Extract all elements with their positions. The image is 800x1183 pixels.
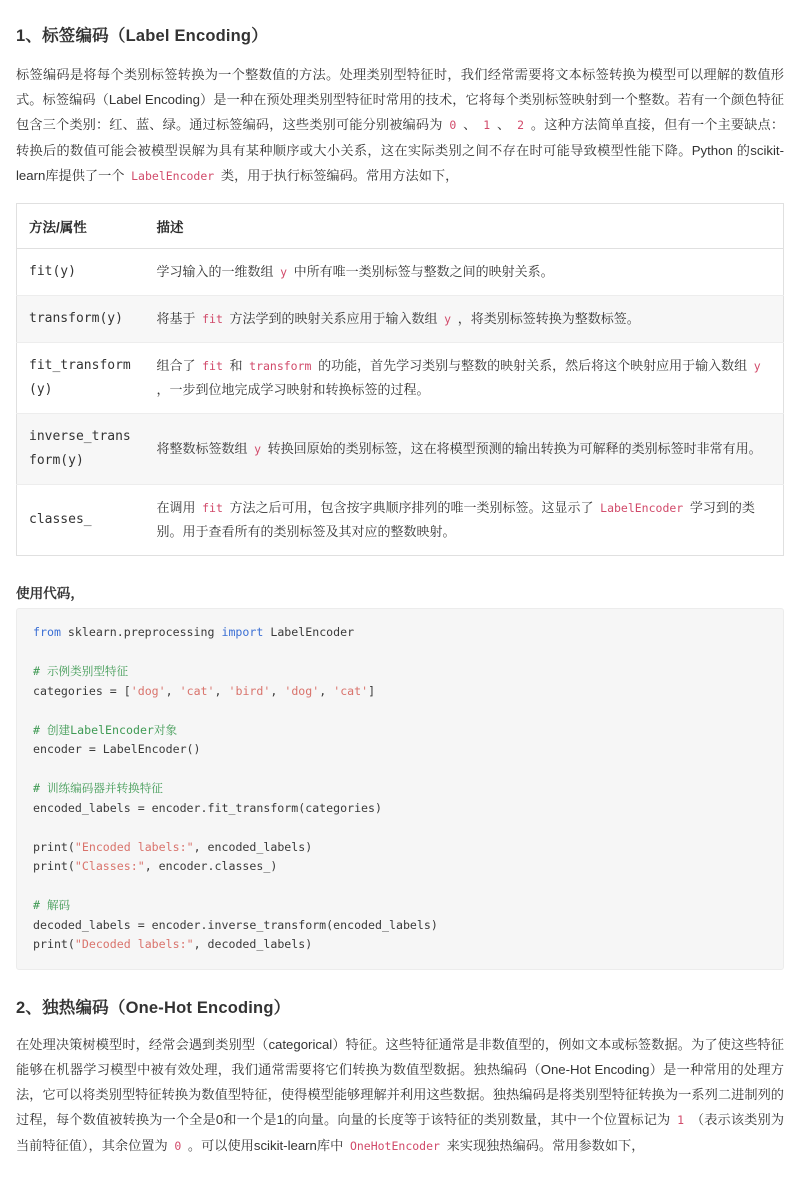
code-token: print( bbox=[33, 859, 75, 873]
inline-code: y bbox=[753, 359, 761, 373]
table-header-row bbox=[17, 204, 784, 249]
table-cell-description: 将整数标签数组 y 转换回原始的类别标签，这在将模型预测的输出转换为可解释的类别标签时非常有用。 bbox=[145, 414, 784, 485]
table-cell-description: 在调用 fit 方法之后可用，包含按字典顺序排列的唯一类别标签。这显示了 LabelEncoder 学习到的类别。用于查看所有的类别标签及其对应的整数映射。 bbox=[145, 485, 784, 556]
page-title-one-hot-encoding: 2、独热编码（One-Hot Encoding） bbox=[16, 998, 291, 1017]
code-token: , bbox=[270, 683, 285, 698]
code-token: 'dog' bbox=[130, 683, 166, 698]
code-token: from bbox=[33, 625, 61, 639]
inline-code: fit bbox=[202, 359, 223, 373]
code-token: 'cat' bbox=[333, 683, 369, 698]
inline-code: y bbox=[280, 265, 288, 279]
code-token: print( bbox=[33, 839, 75, 854]
code-token: encoder = LabelEncoder() bbox=[33, 742, 201, 756]
paragraph-one-hot-encoding: 在处理决策树模型时，经常会遇到类别型（categorical）特征。这些特征通常是非数值型的，例如文本或标签数据。为了使这些特征能够在机器学习模型中被有效处理，我们通常需要将它们转换为数值型数据。独热编码（One-Hot Encoding）是一种常用的处理方法，它可以将类别型特征转换为数值型特征，使得模型能够理解并利用这些数据。独热编码是将类别型特征转换为一系列二进制列的过程，每个数值被转换为一个全是0和一个是1的向量。向量的长度等于该特征的类别数量，其中一个位置标记为 1 （表示该类别为当前特征值），其余位置为 0 。可以使用scikit-learn库中 OneHotEncoder 来实现独热编码。常用参数如下， bbox=[16, 1036, 785, 1153]
code-token: "Decoded labels:" bbox=[74, 937, 194, 951]
code-token: 'cat' bbox=[179, 683, 215, 698]
inline-code: y bbox=[444, 312, 452, 326]
table-body bbox=[17, 249, 784, 556]
code-token: categories = [ bbox=[33, 683, 131, 698]
code-token: decoded_labels = encoder.inverse_transform(encoded_labels) bbox=[33, 917, 438, 932]
code-token: , encoded_labels) bbox=[193, 839, 313, 854]
code-token: , encoder.classes_) bbox=[144, 859, 278, 873]
code-token: "Encoded labels:" bbox=[74, 839, 194, 854]
code-token: # 示例类别型特征 bbox=[33, 664, 129, 678]
inline-code: fit bbox=[202, 312, 223, 326]
code-token: 'bird' bbox=[228, 683, 271, 698]
code-token: LabelEncoder bbox=[263, 625, 355, 639]
inline-code: LabelEncoder bbox=[600, 501, 684, 515]
code-token: # 创建LabelEncoder对象 bbox=[33, 722, 178, 737]
paragraph-label-encoding: 标签编码是将每个类别标签转换为一个整数值的方法。处理类别型特征时，我们经常需要将文本标签转换为模型可以理解的数值形式。标签编码（Label Encoding）是一种在预处理类别型特征时常用的技术，它将每个类别标签映射到一个整数。若有一个颜色特征包含三个类别：红、蓝、绿。通过标签编码，这些类别可能分别被编码为 0 、 1 、 2 。这种方法简单直接，但有一个主要缺点：转换后的数值可能会被模型误解为具有某种顺序或大小关系，这在实际类别之间不存在时可能导致模型性能下降。Python 的scikit-learn库提供了一个 LabelEncoder 类，用于执行标签编码。常用方法如下， bbox=[16, 67, 785, 183]
code-token: 'dog' bbox=[284, 683, 320, 698]
inline-code: 1 bbox=[483, 118, 491, 132]
table-row bbox=[17, 485, 784, 556]
inline-code: 0 bbox=[449, 118, 457, 132]
page-title-label-encoding: 1、标签编码（Label Encoding） bbox=[16, 27, 268, 45]
code-token: , bbox=[165, 683, 180, 698]
code-token: , bbox=[319, 683, 334, 698]
table-header-description: 描述 bbox=[145, 204, 784, 249]
table-header-method: 方法/属性 bbox=[17, 204, 145, 249]
code-token: import bbox=[221, 625, 264, 639]
table-cell-method: inverse_transform(y) bbox=[17, 414, 145, 485]
code-token: # 解码 bbox=[33, 898, 71, 912]
table-cell-method: transform(y) bbox=[17, 296, 145, 343]
code-caption: 使用代码， bbox=[16, 586, 84, 601]
table-row bbox=[17, 249, 784, 296]
inline-code: 1 bbox=[677, 1112, 685, 1127]
table-cell-description: 组合了 fit 和 transform 的功能，首先学习类别与整数的映射关系，然后将这个映射应用于输入数组 y ，一步到位地完成学习映射和转换标签的过程。 bbox=[145, 343, 784, 414]
inline-code: LabelEncoder bbox=[131, 169, 215, 183]
inline-code: 0 bbox=[174, 1138, 182, 1153]
code-token: , bbox=[214, 683, 229, 698]
inline-code: transform bbox=[249, 359, 312, 373]
code-token: ] bbox=[368, 683, 376, 698]
inline-code: 2 bbox=[517, 118, 525, 132]
table-row bbox=[17, 414, 784, 485]
code-token: encoded_labels = encoder.fit_transform(categories) bbox=[33, 800, 383, 815]
code-token: # 训练编码器并转换特征 bbox=[33, 781, 163, 795]
table-cell-description: 将基于 fit 方法学到的映射关系应用于输入数组 y ，将类别标签转换为整数标签。 bbox=[145, 296, 784, 343]
table-row bbox=[17, 343, 784, 414]
python-code-block bbox=[16, 608, 784, 970]
code-token: "Classes:" bbox=[74, 859, 145, 873]
label-encoder-api-table bbox=[16, 203, 784, 556]
inline-code: OneHotEncoder bbox=[349, 1138, 440, 1153]
code-token: print( bbox=[33, 937, 75, 951]
inline-code: fit bbox=[202, 501, 223, 515]
table-cell-method: classes_ bbox=[17, 485, 145, 556]
code-token: sklearn.preprocessing bbox=[60, 625, 222, 639]
table-row bbox=[17, 296, 784, 343]
table-cell-description: 学习输入的一维数组 y 中所有唯一类别标签与整数之间的映射关系。 bbox=[145, 249, 784, 296]
code-token: , decoded_labels) bbox=[193, 937, 313, 951]
table-cell-method: fit_transform(y) bbox=[17, 343, 145, 414]
inline-code: y bbox=[254, 442, 262, 456]
table-cell-method: fit(y) bbox=[17, 249, 145, 296]
